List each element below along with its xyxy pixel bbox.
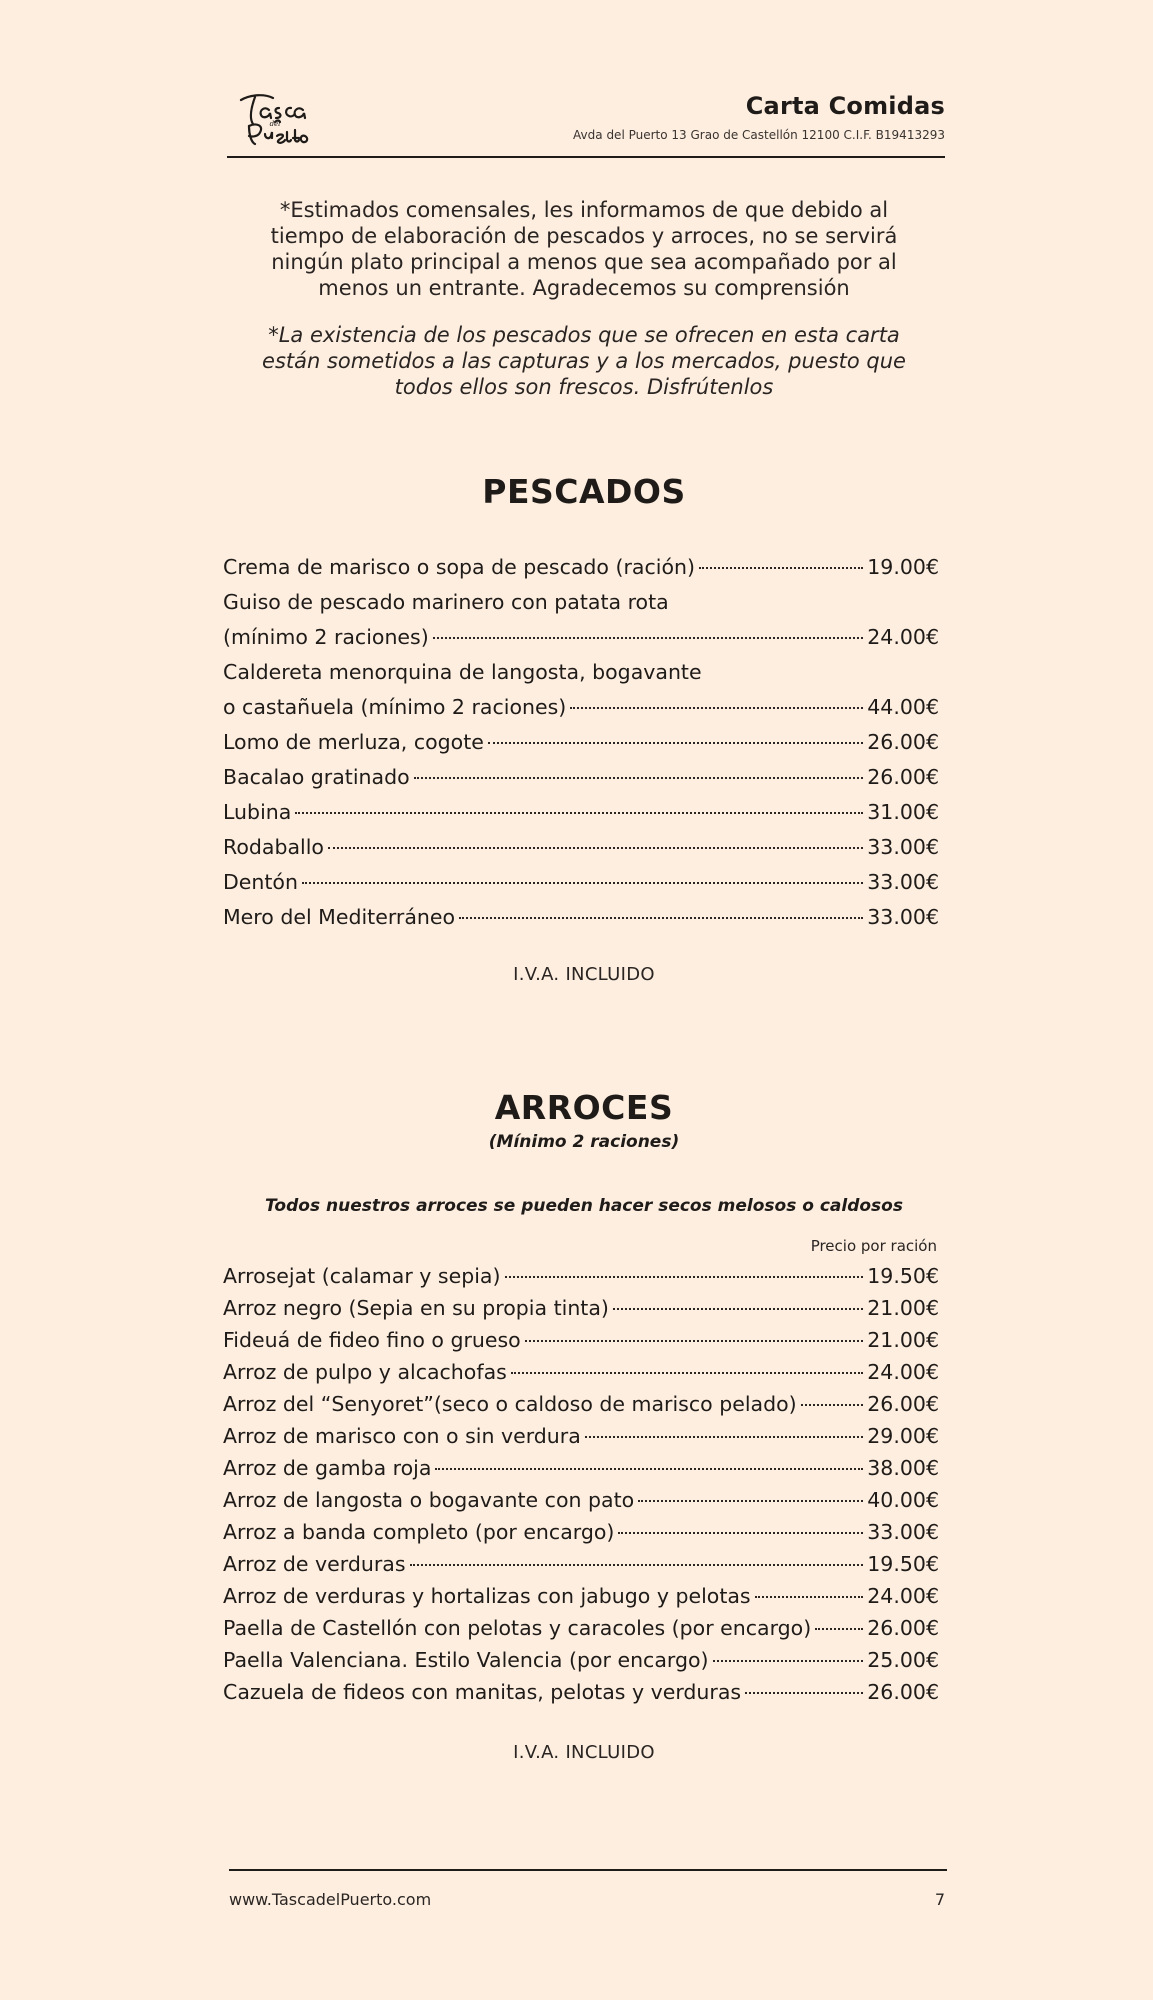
item-name: Caldereta menorquina de langosta, bogavante xyxy=(223,660,702,684)
menu-item xyxy=(223,1612,939,1644)
menu-item xyxy=(223,1580,939,1612)
item-name: Fideuá de fideo fino o grueso xyxy=(223,1328,521,1352)
dot-leader xyxy=(801,1404,864,1406)
dot-leader xyxy=(699,567,863,569)
dot-leader xyxy=(525,1340,864,1342)
dot-leader xyxy=(488,742,863,744)
item-name: Arroz del “Senyoret”(seco o caldoso de marisco pelado) xyxy=(223,1392,797,1416)
dot-leader xyxy=(815,1628,863,1630)
item-name: Crema de marisco o sopa de pescado (ración) xyxy=(223,555,695,579)
item-name: Arroz de gamba roja xyxy=(223,1456,432,1480)
dot-leader xyxy=(745,1692,863,1694)
item-name: Arroz de verduras y hortalizas con jabugo y pelotas xyxy=(223,1584,751,1608)
dot-leader xyxy=(410,1564,864,1566)
menu-item xyxy=(223,1548,939,1580)
restaurant-address: Avda del Puerto 13 Grao de Castellón 12100 C.I.F. B19413293 xyxy=(573,128,945,142)
item-price: 24.00€ xyxy=(867,625,939,649)
pescados-list xyxy=(223,550,939,935)
menu-item-line1 xyxy=(223,655,939,690)
arroces-list xyxy=(223,1260,939,1708)
menu-item xyxy=(223,1484,939,1516)
item-name-line2: (mínimo 2 raciones) xyxy=(223,625,429,649)
item-price: 26.00€ xyxy=(867,730,939,754)
menu-item xyxy=(223,1644,939,1676)
menu-item xyxy=(223,1292,939,1324)
item-price: 38.00€ xyxy=(867,1456,939,1480)
item-price: 26.00€ xyxy=(867,765,939,789)
item-name: Bacalao gratinado xyxy=(223,765,410,789)
item-name: Mero del Mediterráneo xyxy=(223,905,456,929)
menu-item xyxy=(223,1388,939,1420)
vat-included-note: I.V.A. INCLUIDO xyxy=(513,1742,655,1763)
item-name: Dentón xyxy=(223,870,298,894)
item-price: 33.00€ xyxy=(867,835,939,859)
footer-divider xyxy=(229,1869,947,1871)
notice-starter-required: *Estimados comensales, les informamos de que debido al tiempo de elaboración de pescados y arroces, no se servirá ningún plato principal a menos que sea acompañado por al menos un entrante. Agradecemos su comprensión xyxy=(270,198,898,300)
item-name: Arroz de marisco con o sin verdura xyxy=(223,1424,581,1448)
item-price: 19.50€ xyxy=(867,1264,939,1288)
menu-item xyxy=(223,725,939,760)
item-price: 33.00€ xyxy=(867,870,939,894)
item-name: Arroz negro (Sepia en su propia tinta) xyxy=(223,1296,609,1320)
menu-item xyxy=(223,690,939,725)
menu-item xyxy=(223,900,939,935)
item-price: 21.00€ xyxy=(867,1328,939,1352)
item-price: 31.00€ xyxy=(867,800,939,824)
dot-leader xyxy=(585,1436,863,1438)
menu-item xyxy=(223,830,939,865)
item-price: 21.00€ xyxy=(867,1296,939,1320)
item-name-line2: o castañuela (mínimo 2 raciones) xyxy=(223,695,567,719)
dot-leader xyxy=(433,637,864,639)
dot-leader xyxy=(505,1276,864,1278)
item-name: Paella Valenciana. Estilo Valencia (por encargo) xyxy=(223,1648,709,1672)
item-name: Guiso de pescado marinero con patata rota xyxy=(223,590,669,614)
item-price: 44.00€ xyxy=(867,695,939,719)
item-price: 25.00€ xyxy=(867,1648,939,1672)
item-name: Arroz de verduras xyxy=(223,1552,406,1576)
item-price: 26.00€ xyxy=(867,1680,939,1704)
menu-title: Carta Comidas xyxy=(745,92,945,120)
item-name: Arroz a banda completo (por encargo) xyxy=(223,1520,615,1544)
menu-page xyxy=(223,0,945,2000)
item-name: Rodaballo xyxy=(223,835,324,859)
item-price: 24.00€ xyxy=(867,1584,939,1608)
vat-included-note: I.V.A. INCLUIDO xyxy=(513,964,655,985)
dot-leader xyxy=(613,1308,863,1310)
item-price: 26.00€ xyxy=(867,1616,939,1640)
price-per-portion-label: Precio por ración xyxy=(810,1237,937,1255)
dot-leader xyxy=(295,812,863,814)
item-price: 40.00€ xyxy=(867,1488,939,1512)
dot-leader xyxy=(638,1500,863,1502)
menu-item xyxy=(223,1260,939,1292)
logo-script-icon xyxy=(235,90,317,148)
item-name: Lubina xyxy=(223,800,292,824)
page-number: 7 xyxy=(934,1890,945,1909)
dot-leader xyxy=(435,1468,863,1470)
menu-item xyxy=(223,1676,939,1708)
menu-item xyxy=(223,760,939,795)
dot-leader xyxy=(302,882,863,884)
notice-fresh-fish: *La existencia de los pescados que se ofrecen en esta carta están sometidos a las capturas y a los mercados, puesto que todos ellos son frescos. Disfrútenlos xyxy=(262,323,906,399)
menu-item xyxy=(223,1516,939,1548)
menu-item xyxy=(223,550,939,585)
item-price: 19.00€ xyxy=(867,555,939,579)
dot-leader xyxy=(511,1372,863,1374)
section-title-arroces: ARROCES xyxy=(494,1088,674,1127)
menu-item xyxy=(223,1452,939,1484)
arroces-subtitle: (Mínimo 2 raciones) xyxy=(488,1132,680,1152)
menu-item xyxy=(223,1420,939,1452)
item-name: Arrosejat (calamar y sepia) xyxy=(223,1264,501,1288)
item-price: 19.50€ xyxy=(867,1552,939,1576)
website-link[interactable]: www.TascadelPuerto.com xyxy=(229,1890,432,1909)
item-price: 26.00€ xyxy=(867,1392,939,1416)
menu-item-line1 xyxy=(223,585,939,620)
dot-leader xyxy=(618,1532,863,1534)
dot-leader xyxy=(328,847,863,849)
dot-leader xyxy=(414,777,864,779)
item-name: Cazuela de fideos con manitas, pelotas y verduras xyxy=(223,1680,742,1704)
item-name: Paella de Castellón con pelotas y caracoles (por encargo) xyxy=(223,1616,812,1640)
menu-item xyxy=(223,1356,939,1388)
item-name: Arroz de langosta o bogavante con pato xyxy=(223,1488,635,1512)
item-price: 33.00€ xyxy=(867,905,939,929)
header xyxy=(227,86,945,158)
restaurant-logo xyxy=(235,90,317,148)
item-price: 29.00€ xyxy=(867,1424,939,1448)
dot-leader xyxy=(713,1660,864,1662)
dot-leader xyxy=(459,917,863,919)
dot-leader xyxy=(755,1596,864,1598)
menu-item xyxy=(223,620,939,655)
arroces-note: Todos nuestros arroces se pueden hacer secos melosos o caldosos xyxy=(265,1196,903,1216)
item-price: 24.00€ xyxy=(867,1360,939,1384)
svg-text:del: del xyxy=(269,120,281,128)
section-title-pescados: PESCADOS xyxy=(482,472,686,511)
menu-item xyxy=(223,865,939,900)
menu-item xyxy=(223,795,939,830)
dot-leader xyxy=(570,707,863,709)
menu-item xyxy=(223,1324,939,1356)
item-name: Arroz de pulpo y alcachofas xyxy=(223,1360,507,1384)
item-price: 33.00€ xyxy=(867,1520,939,1544)
item-name: Lomo de merluza, cogote xyxy=(223,730,484,754)
